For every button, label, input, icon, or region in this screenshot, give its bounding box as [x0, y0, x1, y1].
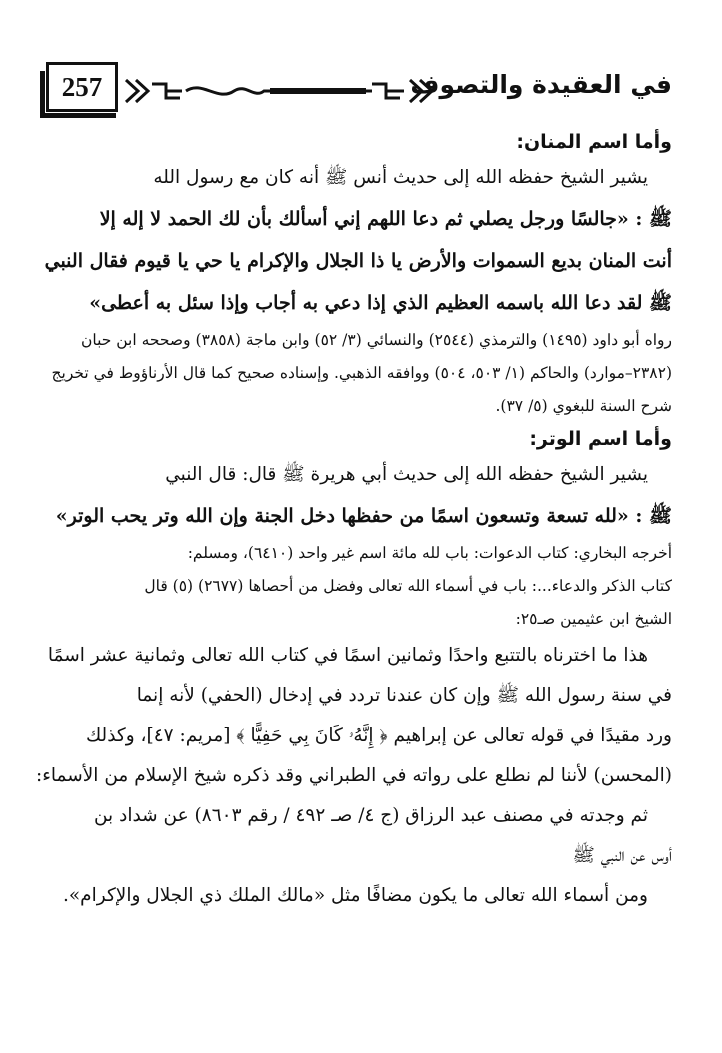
section-intro-al-mannan: يشير الشيخ حفظه الله إلى حديث أنس ﷺ أنه كان مع رسول الله — [153, 167, 648, 188]
hadith-line: ﷺ : «جالسًا ورجل يصلي ثم دعا اللهم إني أسألك بأن لك الحمد لا إله إلا — [99, 208, 672, 230]
section-heading-al-mannan: وأما اسم المنان: — [516, 131, 672, 153]
reference-line: كتاب الذكر والدعاء...: باب في أسماء الله تعالى وفضل من أحصاها (٢٦٧٧) (٥) قال — [144, 577, 672, 595]
reference-line: أخرجه البخاري: كتاب الدعوات: باب لله مائة اسم غير واحد (٦٤١٠)، ومسلم: — [187, 544, 672, 562]
page-number-box — [46, 62, 118, 112]
section-heading-al-witr: وأما اسم الوتر: — [529, 428, 672, 450]
hadith-line: ﷺ : «لله تسعة وتسعون اسمًا من حفظها دخل الجنة وإن الله وتر يحب الوتر» — [55, 505, 672, 527]
paragraph-line: ثم وجدته في مصنف عبد الرزاق (ج ٤/ صـ ٤٩٢ / رقم ٨٦٠٣) عن شداد بن — [93, 805, 648, 826]
paragraph-line: في سنة رسول الله ﷺ وإن كان عندنا تردد في إدخال (الحفي) لأنه إنما — [136, 685, 672, 706]
hadith-line: ﷺ لقد دعا الله باسمه العظيم الذي إذا دعي به أجاب وإذا سئل به أعطى» — [89, 292, 672, 314]
paragraph-line: ومن أسماء الله تعالى ما يكون مضافًا مثل «مالك الملك ذي الجلال والإكرام». — [62, 885, 648, 906]
page-number: 257 — [61, 71, 103, 102]
paragraph-line: (المحسن) لأننا لم نطلع على رواته في الطبراني وقد ذكره شيخ الإسلام من الأسماء: — [35, 765, 672, 786]
reference-line: شرح السنة للبغوي (٥/ ٣٧). — [495, 397, 672, 415]
reference-line: رواه أبو داود (١٤٩٥) والترمذي (٢٥٤٤) والنسائي (٣/ ٥٢) وابن ماجة (٣٨٥٨) وصححه ابن حبان — [80, 331, 672, 349]
paragraph-line: ورد مقيدًا في قوله تعالى عن إبراهيم ﴿ إِنَّهُۥ كَانَ بِي حَفِيًّا ﴾ [مريم: ٤٧]، وكذلك — [85, 725, 672, 746]
reference-line: الشيخ ابن عثيمين صـ٢٥: — [515, 610, 672, 628]
running-title: في العقيدة والتصوف — [410, 70, 672, 99]
paragraph-line: أوس عن النبي ﷺ — [572, 845, 672, 866]
page-body — [35, 126, 672, 916]
reference-line: (٢٣٨٢–موارد) والحاكم (١/ ٥٠٣، ٥٠٤) ووافقه الذهبي. وإسناده صحيح كما قال الأرناؤوط في تخريج — [51, 364, 672, 382]
hadith-line: أنت المنان بديع السموات والأرض يا ذا الجلال والإكرام يا حي يا قيوم فقال النبي — [44, 250, 672, 272]
paragraph-line: هذا ما اخترناه بالتتبع واحدًا وثمانين اسمًا في كتاب الله تعالى وثمانية عشر اسمًا — [47, 645, 648, 666]
header-ornament-icon — [122, 74, 448, 108]
section-intro-al-witr: يشير الشيخ حفظه الله إلى حديث أبي هريرة ﷺ قال: قال النبي — [165, 464, 648, 485]
page-header — [38, 58, 672, 120]
